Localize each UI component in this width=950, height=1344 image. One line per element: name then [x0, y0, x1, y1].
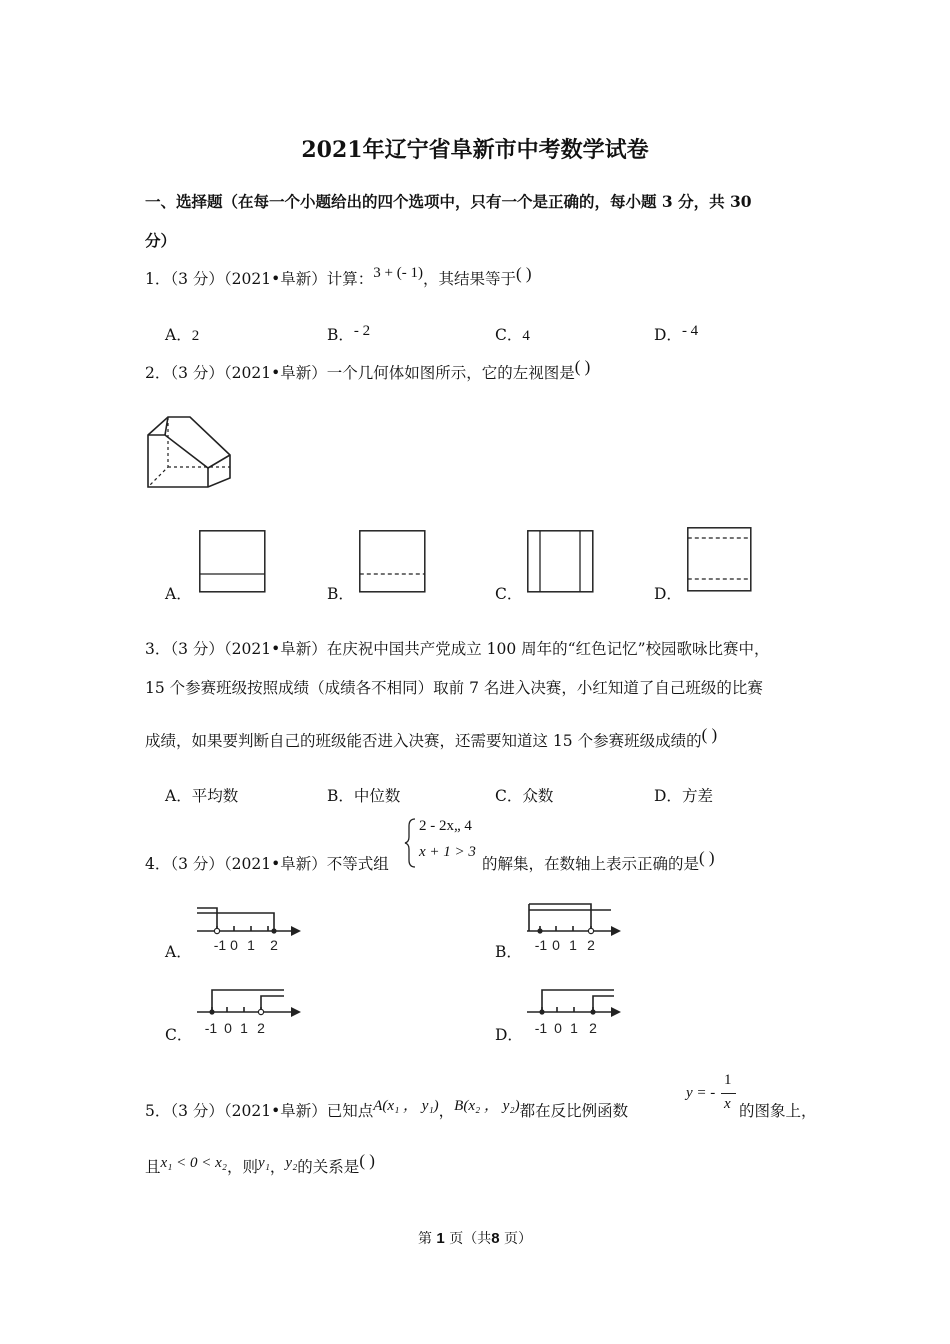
point-a: A(x₁ ， y₁) — [373, 1098, 439, 1114]
q4-option-c[interactable]: C． — [165, 1026, 193, 1044]
question-1-suffix: ，其结果等于 — [422, 270, 516, 288]
question-3-paren: ( ) — [701, 725, 718, 744]
q3-option-b-value: 中位数 — [353, 787, 401, 805]
tick-label: -1 — [204, 1020, 218, 1036]
question-4-prefix: 4．（3 分）（2021•阜新）不等式组 — [145, 855, 389, 873]
inequality-brace — [404, 818, 418, 868]
tick-label: 0 — [554, 1020, 562, 1036]
question-3-line1: 3．（3 分）（2021•阜新）在庆祝中国共产党成立 100 周年的“红色记忆”校园歌咏比赛中， — [145, 640, 770, 658]
function-numerator: 1 — [724, 1072, 732, 1088]
q1-option-d-value: - 4 — [681, 323, 699, 339]
tick-label: -1 — [534, 1020, 548, 1036]
question-5-prefix: 5．（3 分）（2021•阜新）已知点 — [145, 1102, 374, 1120]
question-5-line1 — [145, 1099, 628, 1121]
question-4-paren: ( ) — [699, 848, 715, 867]
q4-option-b[interactable]: B． — [495, 943, 522, 961]
question-5-line2-prefix: 且 — [145, 1158, 161, 1176]
question-1-prefix: 1．（3 分）（2021•阜新）计算： — [145, 270, 374, 288]
footer-total-pages: 8 — [491, 1230, 500, 1247]
q3-option-d[interactable] — [654, 784, 713, 806]
question-5-line2-suffix: 的关系是 — [297, 1158, 360, 1176]
tick-label: 2 — [270, 937, 278, 953]
question-5-suffix: 的图象上， — [739, 1102, 817, 1120]
q2-option-b[interactable]: B． — [327, 585, 354, 603]
q1-option-d[interactable] — [654, 323, 698, 345]
question-3-line3-text: 成绩，如果要判断自己的班级能否进入决赛，还需要知道这 15 个参赛班级成绩的 — [145, 732, 702, 750]
q2-option-a-figure — [199, 530, 267, 594]
q1-option-b-label: B． — [327, 326, 354, 344]
q2-option-c[interactable]: C． — [495, 585, 523, 603]
function-lhs: y = - — [686, 1085, 716, 1101]
tick-label: -1 — [213, 937, 227, 953]
variable-y2: y₂ — [285, 1155, 298, 1171]
page-title: 2021年辽宁省阜新市中考数学试卷 — [301, 137, 649, 163]
q2-option-d[interactable]: D． — [654, 585, 682, 603]
point-b: B(x₂ ， y₂) — [454, 1098, 520, 1114]
q1-option-a-label: A． — [165, 326, 192, 344]
question-1 — [145, 264, 532, 289]
q3-option-c-value: 众数 — [522, 787, 554, 805]
question-5-paren: ( ) — [359, 1151, 375, 1170]
question-1-expression: 3 + (- 1) — [373, 265, 423, 281]
q4-option-d-number-line — [525, 986, 635, 1038]
q4-option-c-number-line — [195, 986, 305, 1038]
q3-option-c-label: C． — [495, 787, 523, 805]
q4-option-a-number-line — [195, 902, 305, 954]
function-fraction-bar — [721, 1093, 736, 1094]
question-4-suffix-text: 的解集，在数轴上表示正确的是 — [482, 855, 700, 873]
q3-option-a-value: 平均数 — [191, 787, 239, 805]
q3-option-d-label: D． — [654, 787, 682, 805]
tick-label: -1 — [534, 937, 548, 953]
footer-mid: 页（共 — [449, 1231, 492, 1247]
question-3-line2: 15 个参赛班级按照成绩（成绩各不相同）取前 7 名进入决赛，小红知道了自己班级的比赛 — [145, 679, 763, 697]
inequality-1: 2 - 2x„ 4 — [419, 818, 472, 834]
question-5-line2 — [145, 1151, 375, 1177]
tick-label: 1 — [570, 1020, 578, 1036]
q2-option-a[interactable]: A． — [165, 585, 192, 603]
question-1-paren: ( ) — [515, 264, 532, 283]
q2-option-c-figure — [527, 530, 595, 594]
q1-option-a[interactable] — [165, 323, 199, 345]
q1-option-b-value: - 2 — [353, 323, 371, 339]
function-denominator: x — [724, 1096, 731, 1112]
q2-option-b-figure — [359, 530, 427, 594]
question-5-mid: 都在反比例函数 — [519, 1102, 629, 1120]
q3-option-a-label: A． — [165, 787, 192, 805]
question-5-condition: x₁ < 0 < x₂ — [160, 1155, 228, 1171]
q1-option-c[interactable] — [495, 323, 530, 345]
question-2-text: 2．（3 分）（2021•阜新）一个几何体如图所示，它的左视图是 — [145, 364, 575, 382]
q1-option-b[interactable] — [327, 323, 370, 345]
question-2-paren: ( ) — [574, 357, 591, 376]
q3-option-a[interactable] — [165, 784, 238, 806]
q4-option-d[interactable]: D． — [495, 1026, 523, 1044]
tick-label: 1 — [569, 937, 577, 953]
question-2 — [145, 357, 591, 383]
q4-option-a[interactable]: A． — [165, 943, 192, 961]
footer-post: 页） — [504, 1231, 533, 1247]
tick-label: 1 — [240, 1020, 248, 1036]
tick-label: 2 — [587, 937, 595, 953]
tick-label: 2 — [589, 1020, 597, 1036]
page-footer — [0, 1228, 950, 1248]
q3-option-b-label: B． — [327, 787, 354, 805]
tick-label: 0 — [224, 1020, 232, 1036]
q4-option-b-number-line — [525, 902, 635, 954]
tick-label: 2 — [257, 1020, 265, 1036]
question-5-comma: ， — [269, 1158, 286, 1176]
q3-option-b[interactable] — [327, 784, 400, 806]
tick-label: 1 — [247, 937, 255, 953]
section-header-line1: 一、选择题（在每一个小题给出的四个选项中，只有一个是正确的，每小题 3 分，共 30 — [145, 192, 752, 211]
q1-option-d-label: D． — [654, 326, 682, 344]
q1-option-c-label: C． — [495, 326, 523, 344]
solid-figure — [140, 410, 240, 490]
question-5-line2-mid: ，则 — [227, 1158, 259, 1176]
q1-option-c-value: 4 — [522, 328, 530, 344]
footer-page-number: 1 — [436, 1230, 445, 1247]
question-5-separator: ， — [438, 1102, 455, 1120]
tick-label: 0 — [552, 937, 560, 953]
q2-option-d-figure — [687, 527, 753, 593]
section-header-line2: 分） — [145, 231, 177, 250]
question-4-suffix — [482, 848, 715, 874]
inequality-2: x + 1 > 3 — [419, 844, 476, 860]
q1-option-a-value: 2 — [191, 328, 200, 344]
variable-y1: y₁ — [258, 1155, 270, 1171]
footer-pre: 第 — [417, 1231, 432, 1247]
question-3-line3 — [145, 725, 718, 751]
q3-option-c[interactable] — [495, 784, 553, 806]
q3-option-d-value: 方差 — [681, 787, 713, 805]
tick-label: 0 — [230, 937, 238, 953]
